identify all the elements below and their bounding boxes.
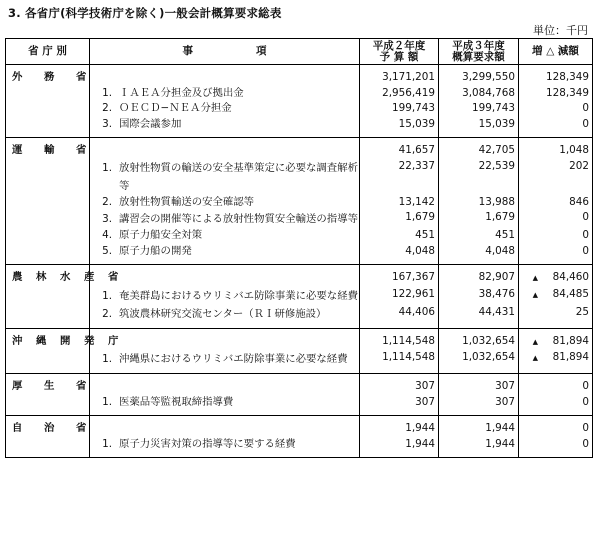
total-curr: 307 (439, 379, 519, 395)
item-row (6, 437, 593, 453)
item-curr: 1,679 (439, 210, 519, 228)
ministry-total-row (6, 334, 593, 351)
item-prev: 199,743 (360, 101, 439, 117)
item-text: 講習会の開催等による放射性物質安全輸送の指導等 (119, 213, 358, 225)
item-cell (90, 437, 360, 453)
item-row (6, 228, 593, 244)
total-prev: 1,944 (360, 421, 439, 437)
total-diff: 0 (519, 421, 593, 437)
item-cell-empty (90, 421, 360, 437)
item-text: ＩＡＥＡ分担金及び拠出金 (119, 86, 244, 99)
ministry-cell-empty (6, 195, 90, 211)
ministry-name: 厚 生 省 (6, 379, 90, 395)
item-cell (90, 228, 360, 244)
item-cell (90, 117, 360, 133)
ministry-cell-empty (6, 350, 90, 368)
item-number: 1. (102, 353, 112, 365)
ministry-cell-empty (6, 437, 90, 453)
ministry-name: 農 林 水 産 省 (6, 270, 90, 287)
item-curr: 307 (439, 395, 519, 411)
item-row (6, 305, 593, 323)
item-cell-empty (90, 143, 360, 159)
item-diff: 0 (519, 210, 593, 228)
ministry-total-row (6, 70, 593, 86)
item-row (6, 287, 593, 305)
item-prev: 1,679 (360, 210, 439, 228)
item-cell (90, 86, 360, 102)
item-row (6, 210, 593, 228)
ministry-total-row (6, 270, 593, 287)
negative-mark-icon: ▲ (532, 274, 539, 282)
ministry-cell-empty (6, 287, 90, 305)
item-row (6, 86, 593, 102)
total-prev: 41,657 (360, 143, 439, 159)
total-diff: ▲ 81,894 (519, 334, 593, 351)
header-diff: 増 △ 減額 (519, 39, 593, 65)
item-cell (90, 244, 360, 260)
item-curr: 4,048 (439, 244, 519, 260)
header-prev (360, 39, 439, 65)
item-text: 筑波農林研究交流センター（ＲＩ研修施設） (119, 307, 327, 320)
item-diff: 0 (519, 437, 593, 453)
item-cell (90, 350, 360, 368)
header-ministry: 省 庁 別 (6, 39, 90, 65)
item-diff: ▲ 84,485 (519, 287, 593, 305)
header-curr (439, 39, 519, 65)
item-text: 奄美群島におけるウリミバエ防除事業に必要な経費 (119, 289, 358, 302)
item-number: 4. (102, 229, 112, 241)
item-prev: 22,337 (360, 159, 439, 195)
ministry-total-row (6, 143, 593, 159)
item-row (6, 350, 593, 368)
item-prev: 122,961 (360, 287, 439, 305)
item-number: 5. (102, 244, 112, 257)
item-prev: 451 (360, 228, 439, 244)
item-prev: 13,142 (360, 195, 439, 211)
header-prev-line2: 予 算 額 (379, 50, 419, 63)
ministry-total-row (6, 379, 593, 395)
item-text: 原子力船の開発 (119, 244, 192, 257)
total-prev: 307 (360, 379, 439, 395)
item-diff: 25 (519, 305, 593, 323)
item-curr: 13,988 (439, 195, 519, 211)
item-row (6, 117, 593, 133)
total-diff: 1,048 (519, 143, 593, 159)
item-number: 1. (102, 289, 112, 302)
item-cell (90, 395, 360, 411)
header-curr-line1: 平成３年度 (452, 39, 505, 52)
item-prev: 2,956,419 (360, 86, 439, 102)
item-curr: 451 (439, 228, 519, 244)
ministry-name: 自 治 省 (6, 421, 90, 437)
item-prev: 1,114,548 (360, 350, 439, 368)
ministry-group (6, 265, 593, 329)
item-cell-empty (90, 70, 360, 86)
item-diff: 0 (519, 101, 593, 117)
item-number: 3. (102, 213, 112, 225)
ministry-cell-empty (6, 86, 90, 102)
total-diff: ▲ 84,460 (519, 270, 593, 287)
item-curr: 1,944 (439, 437, 519, 453)
item-curr: 22,539 (439, 159, 519, 195)
ministry-total-row (6, 421, 593, 437)
total-curr: 82,907 (439, 270, 519, 287)
negative-mark-icon: ▲ (532, 337, 539, 346)
item-curr: 3,084,768 (439, 86, 519, 102)
ministry-name: 外 務 省 (6, 70, 90, 86)
total-curr: 42,705 (439, 143, 519, 159)
item-prev: 307 (360, 395, 439, 411)
item-row (6, 244, 593, 260)
item-text: 放射性物質の輸送の安全基準策定に必要な調査解析等 (119, 161, 358, 192)
item-diff: 0 (519, 395, 593, 411)
item-cell (90, 287, 360, 305)
item-row (6, 101, 593, 117)
item-diff: 0 (519, 228, 593, 244)
item-number: 2. (102, 195, 112, 208)
total-curr: 1,032,654 (439, 334, 519, 351)
ministry-group (6, 138, 593, 265)
header-prev-line1: 平成２年度 (372, 39, 426, 52)
item-diff: 128,349 (519, 86, 593, 102)
item-cell (90, 210, 360, 228)
header-curr-line2: 概算要求額 (452, 50, 505, 63)
item-text: ＯＥＣＤ−ＮＥＡ分担金 (119, 102, 232, 114)
item-row (6, 395, 593, 411)
item-diff: 0 (519, 117, 593, 133)
ministry-cell-empty (6, 159, 90, 195)
item-prev: 4,048 (360, 244, 439, 260)
item-cell (90, 159, 360, 195)
item-curr: 44,431 (439, 305, 519, 323)
item-text: 原子力船安全対策 (119, 229, 203, 241)
item-cell-empty (90, 270, 360, 287)
item-cell (90, 305, 360, 323)
item-row (6, 195, 593, 211)
item-curr: 1,032,654 (439, 350, 519, 368)
total-prev: 167,367 (360, 270, 439, 287)
item-diff: ▲ 81,894 (519, 350, 593, 368)
item-text: 放射性物質輸送の安全確認等 (119, 195, 255, 208)
total-curr: 1,944 (439, 421, 519, 437)
ministry-cell-empty (6, 395, 90, 411)
item-cell (90, 101, 360, 117)
spacer-cell (519, 452, 593, 458)
ministry-group (6, 328, 593, 374)
item-text: 医薬品等監視取締指導費 (119, 395, 234, 408)
spacer-cell (90, 452, 360, 458)
spacer-cell (360, 452, 439, 458)
ministry-cell-empty (6, 228, 90, 244)
total-prev: 3,171,201 (360, 70, 439, 86)
ministry-name: 運 輸 省 (6, 143, 90, 159)
ministry-cell-empty (6, 210, 90, 228)
item-row (6, 159, 593, 195)
item-prev: 1,944 (360, 437, 439, 453)
item-number: 1. (102, 86, 112, 99)
ministry-cell-empty (6, 117, 90, 133)
item-curr: 38,476 (439, 287, 519, 305)
spacer-cell (6, 452, 90, 458)
ministry-cell-empty (6, 305, 90, 323)
ministry-name: 沖 縄 開 発 庁 (6, 334, 90, 351)
item-curr: 15,039 (439, 117, 519, 133)
negative-mark-icon: ▲ (532, 354, 539, 362)
item-cell-empty (90, 379, 360, 395)
budget-table (5, 38, 593, 458)
item-diff: 202 (519, 159, 593, 195)
ministry-cell-empty (6, 101, 90, 117)
item-text: 原子力災害対策の指導等に要する経費 (119, 437, 296, 450)
ministry-group (6, 374, 593, 416)
item-curr: 199,743 (439, 101, 519, 117)
item-prev: 15,039 (360, 117, 439, 133)
ministry-group (6, 416, 593, 458)
item-cell (90, 195, 360, 211)
item-number: 2. (102, 307, 112, 320)
item-number: 1. (102, 395, 112, 408)
total-curr: 3,299,550 (439, 70, 519, 86)
item-cell-empty (90, 334, 360, 351)
item-diff: 0 (519, 244, 593, 260)
item-prev: 44,406 (360, 305, 439, 323)
header-item: 事 項 (90, 39, 360, 65)
unit-label: 単位：千円 (533, 24, 588, 37)
total-diff: 0 (519, 379, 593, 395)
item-text: 国際会議参加 (119, 117, 182, 130)
item-number: 1. (102, 437, 112, 450)
item-diff: 846 (519, 195, 593, 211)
total-prev: 1,114,548 (360, 334, 439, 351)
spacer-cell (439, 452, 519, 458)
ministry-cell-empty (6, 244, 90, 260)
item-number: 1. (102, 161, 112, 174)
item-number: 2. (102, 102, 112, 114)
item-number: 3. (102, 117, 112, 130)
negative-mark-icon: ▲ (532, 290, 539, 299)
total-diff: 128,349 (519, 70, 593, 86)
page-title: 3. 各省庁(科学技術庁を除く)一般会計概算要求総表 (8, 6, 282, 20)
item-text: 沖縄県におけるウリミバエ防除事業に必要な経費 (119, 353, 348, 365)
ministry-group (6, 65, 593, 138)
